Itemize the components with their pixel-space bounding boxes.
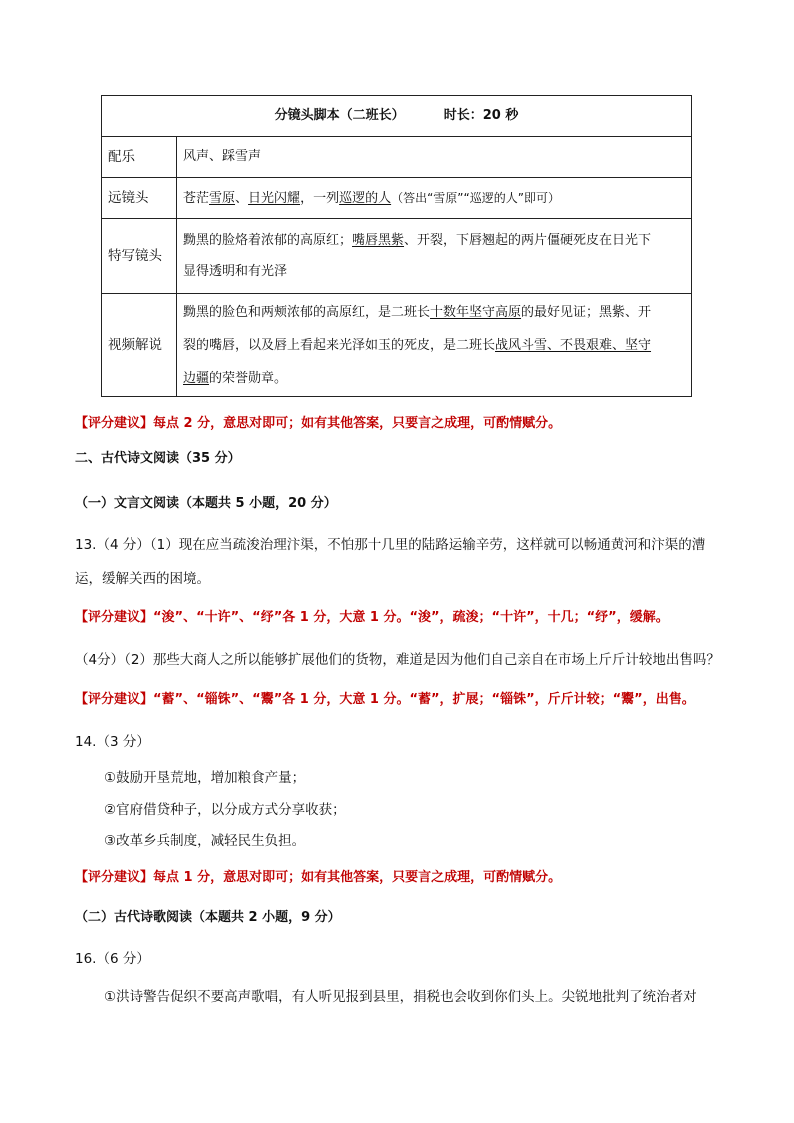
text-span: 的最好见证；黑紫、开	[521, 304, 652, 320]
answer-point: ②官府借贷种子，以分成方式分享收获；	[104, 802, 346, 818]
scoring-note: 【评分建议】每点 2 分，意思对即可；如有其他答案，只要言之成理，可酌情赋分。	[75, 416, 562, 431]
row-label: 特写镜头	[102, 219, 177, 294]
text-span: 苍茫	[183, 190, 210, 206]
storyboard-table	[101, 95, 692, 397]
answer-point: ①鼓励开垦荒地，增加粮食产量；	[104, 770, 306, 786]
text-span: （答出“雪原”“巡逻的人”即可）	[391, 190, 560, 205]
table-row	[102, 178, 692, 219]
row-label: 视频解说	[102, 294, 177, 397]
underlined-text: 嘴唇黑紫	[352, 233, 405, 248]
answer-point: ③改革乡兵制度，减轻民生负担。	[104, 833, 306, 849]
row-label: 配乐	[102, 137, 177, 178]
subsection-heading: （一）文言文阅读（本题共 5 小题，20 分）	[75, 496, 337, 511]
scoring-note: 【评分建议】“蓄”、“锱铢”、“鬻”各 1 分，大意 1 分。“蓄”，扩展；“锱铢”，斤斤计较；“鬻”，出售。	[75, 692, 695, 707]
row-content	[177, 294, 692, 397]
table-row	[102, 137, 692, 178]
question-number: 14.（3 分）	[75, 734, 150, 750]
table-row	[102, 294, 692, 397]
row-content	[177, 219, 692, 294]
text-span: ，一列	[300, 190, 340, 206]
table-row	[102, 219, 692, 294]
answer-line: 13.（4 分）（1）现在应当疏浚治理汴渠，不怕那十几里的陆路运输辛劳，这样就可以畅通黄河和汴渠的漕	[75, 537, 706, 553]
row-content: 风声、踩雪声	[177, 137, 692, 178]
text-span: 、	[235, 190, 249, 206]
answer-line: （4分）（2）那些大商人之所以能够扩展他们的货物，难道是因为他们自己亲自在市场上斤斤计较地出售吗？	[75, 652, 720, 668]
text-span: 裂的嘴唇，以及唇上看起来光泽如玉的死皮，是二班长	[183, 337, 496, 353]
underlined-text: 十数年坚守高原	[430, 304, 522, 320]
underlined-text: 日光闪耀	[248, 190, 301, 206]
underlined-text: 巡逻的人	[339, 190, 392, 206]
underlined-text: 战风斗雪、不畏艰难、坚守	[495, 337, 652, 353]
question-number: 16.（6 分）	[75, 951, 150, 967]
answer-point: ①洪诗警告促织不要高声歌唱，有人听见报到县里，捐税也会收到你们头上。尖锐地批判了统治者对	[104, 989, 697, 1005]
row-content	[177, 178, 692, 219]
row-label: 远镜头	[102, 178, 177, 219]
table-duration: 时长：20 秒	[443, 108, 519, 123]
answer-line: 运，缓解关西的困境。	[75, 571, 210, 587]
scoring-note: 【评分建议】每点 1 分，意思对即可；如有其他答案，只要言之成理，可酌情赋分。	[75, 870, 562, 885]
text-span: 黝黑的脸烙着浓郁的高原红；	[183, 233, 353, 248]
text-span: 、开裂，下唇翘起的两片僵硬死皮在日光下	[404, 233, 652, 248]
table-title: 分镜头脚本（二班长）	[274, 108, 405, 123]
underlined-text: 边疆	[183, 370, 210, 386]
text-span: 黝黑的脸色和两颊浓郁的高原红，是二班长	[183, 304, 431, 320]
subsection-heading: （二）古代诗歌阅读（本题共 2 小题，9 分）	[75, 910, 341, 925]
text-span: 的荣誉勋章。	[209, 370, 288, 386]
underlined-text: 雪原	[209, 190, 236, 206]
section-heading: 二、古代诗文阅读（35 分）	[75, 451, 241, 466]
text-span: 显得透明和有光泽	[183, 264, 288, 279]
table-title-cell	[102, 96, 692, 137]
scoring-note: 【评分建议】“浚”、“十许”、“纾”各 1 分，大意 1 分。“浚”，疏浚；“十许”，十几；“纾”，缓解。	[75, 610, 669, 625]
